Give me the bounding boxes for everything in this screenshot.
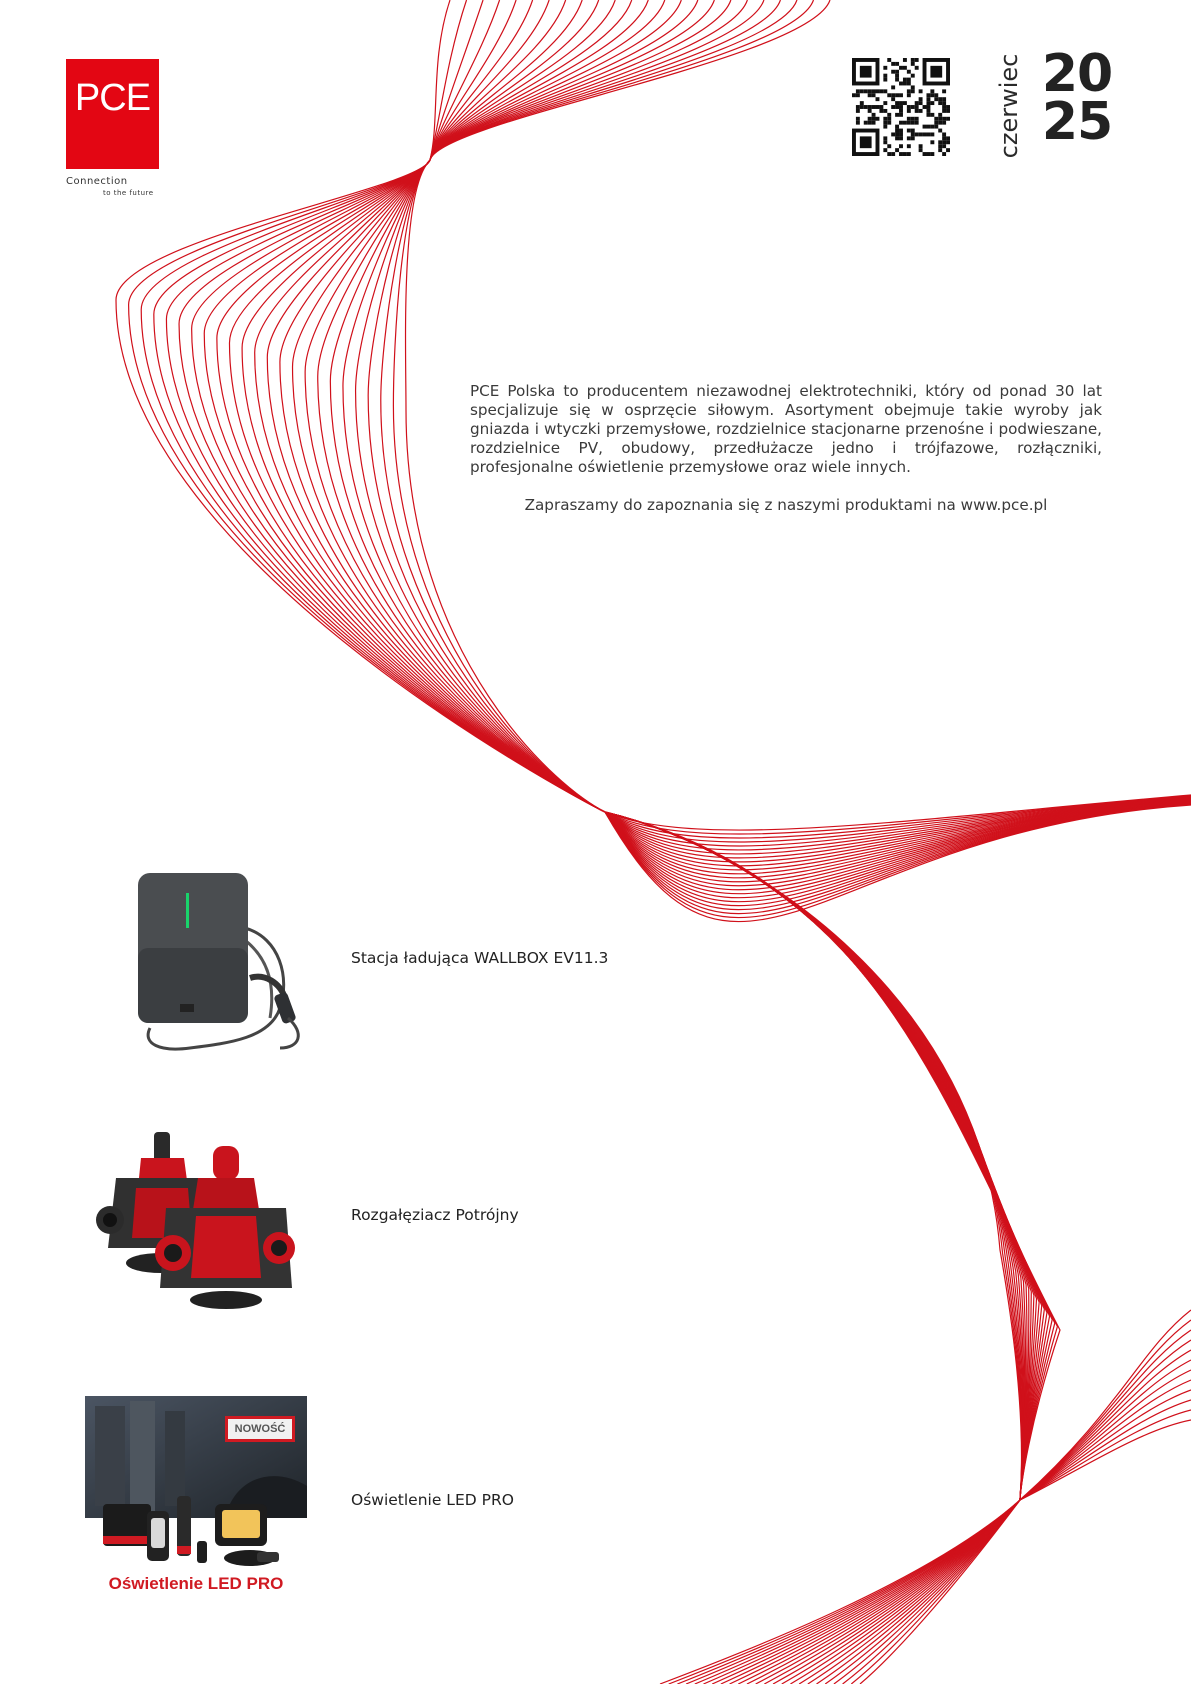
product-label-splitter: Rozgałęziacz Potrójny <box>351 1206 519 1224</box>
wave-line <box>605 812 1052 1684</box>
new-badge <box>225 1416 295 1442</box>
new-badge-text: NOWOŚĆ <box>234 1423 286 1435</box>
qr-code-icon <box>852 58 950 156</box>
wave-line <box>1020 1420 1191 1500</box>
year-bottom: 25 <box>1041 92 1113 152</box>
wave-line <box>605 812 1050 1684</box>
wave-line <box>605 812 1060 1684</box>
led-pro-lighting-image <box>85 1396 307 1601</box>
product-label-led: Oświetlenie LED PRO <box>351 1491 514 1509</box>
led-pro-caption: Oświetlenie LED PRO <box>108 1574 284 1593</box>
logo-brand-text: PCE <box>74 77 151 119</box>
wave-line <box>605 812 1055 1684</box>
wallbox-charger-image <box>130 868 305 1060</box>
triple-splitter-image <box>96 1128 296 1311</box>
year-top: 20 <box>1041 44 1113 104</box>
wave-line <box>605 812 1047 1684</box>
intro-paragraph: PCE Polska to producentem niezawodnej elektrotechniki, który od ponad 30 lat specjalizuje się w osprzęcie siłowym. Asortyment obejmuje takie wyroby jak gniazda i wtyczki przemysłowe, rozdzielnice stacjonarne przenośne i podwieszane, rozdzielnice PV, obudowy, przedłużacze jedno i trójfazowe, rozłączniki, profesjonalne oświetlenie przemysłowe oraz wiele innych. <box>470 382 1102 476</box>
product-label-wallbox: Stacja ładująca WALLBOX EV11.3 <box>351 949 609 967</box>
logo-tagline-line2: to the future <box>103 189 154 197</box>
wave-line <box>605 812 1057 1684</box>
year-label <box>1022 44 1132 152</box>
wave-line <box>1020 1330 1191 1500</box>
invite-text: Zapraszamy do zapoznania się z naszymi produktami na www.pce.pl <box>524 496 1048 514</box>
pce-logo <box>66 59 159 169</box>
month-text: czerwiec <box>995 53 1023 159</box>
logo-tagline-line1: Connection <box>66 176 128 187</box>
